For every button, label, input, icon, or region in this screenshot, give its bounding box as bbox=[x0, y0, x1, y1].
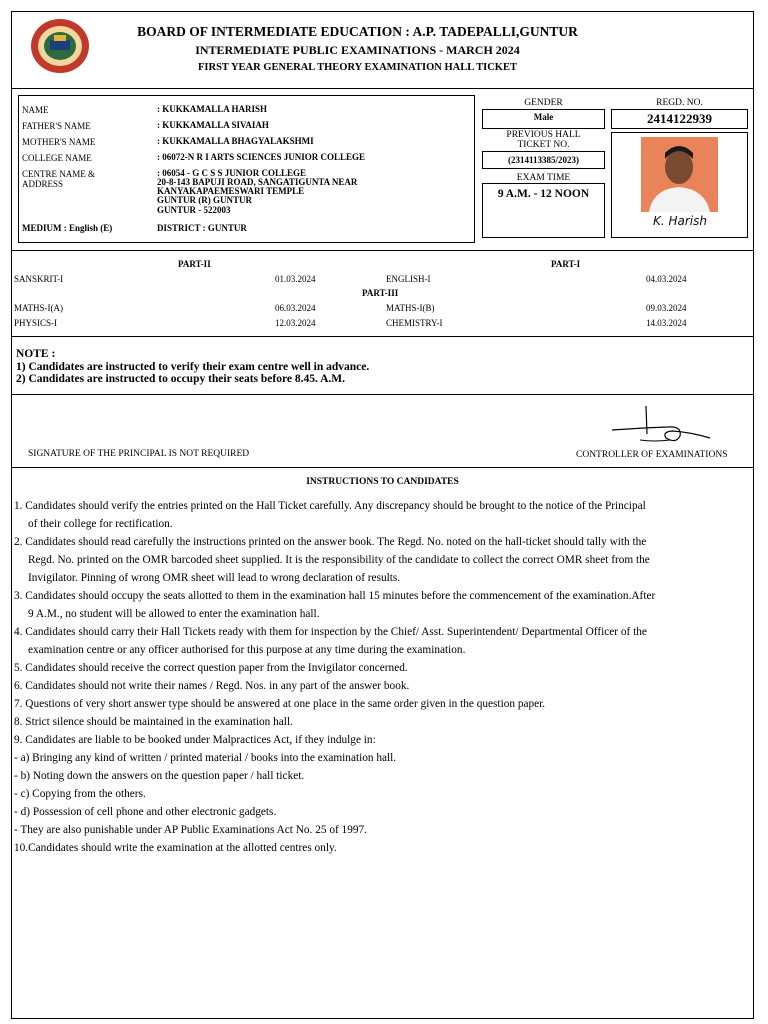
instruction-item: 1. Candidates should verify the entries printed on the Hall Ticket carefully. Any discrepancy should be brought to the notice of the Principal bbox=[14, 500, 646, 512]
part2-header: PART-II bbox=[178, 259, 211, 269]
instructions-title: INSTRUCTIONS TO CANDIDATES bbox=[306, 477, 459, 487]
gender-label: GENDER bbox=[524, 98, 563, 108]
divider bbox=[11, 88, 754, 89]
subject: ENGLISH-I bbox=[386, 274, 431, 284]
board-logo-icon bbox=[30, 18, 90, 74]
divider bbox=[11, 467, 754, 468]
board-title: BOARD OF INTERMEDIATE EDUCATION : A.P. TADEPALLI,GUNTUR bbox=[137, 24, 578, 39]
divider bbox=[11, 394, 754, 395]
regd-number: 2414122939 bbox=[647, 111, 712, 126]
exam-time: 9 A.M. - 12 NOON bbox=[497, 188, 590, 200]
centre-line-3: KANYAKAPAEMESWARI TEMPLE bbox=[157, 186, 305, 196]
instruction-item: 5. Candidates should receive the correct question paper from the Invigilator concerned. bbox=[14, 662, 408, 674]
instruction-item: 2. Candidates should read carefully the instructions printed on the answer book. The Regd. No. noted on the hall-ticket should tally with the bbox=[14, 536, 647, 548]
candidate-signature: K. Harish bbox=[653, 214, 707, 228]
instructions-list bbox=[14, 497, 754, 857]
mother-label: MOTHER'S NAME bbox=[22, 137, 96, 147]
instruction-item: 8. Strict silence should be maintained in the examination hall. bbox=[14, 716, 293, 728]
instruction-item: 9. Candidates are liable to be booked under Malpractices Act, if they indulge in: bbox=[14, 734, 376, 746]
college-label: COLLEGE NAME bbox=[22, 153, 92, 163]
controller-label: CONTROLLER OF EXAMINATIONS bbox=[576, 450, 728, 460]
subject: MATHS-I(B) bbox=[386, 303, 435, 313]
subject: SANSKRIT-I bbox=[14, 274, 64, 284]
exam-date: 01.03.2024 bbox=[275, 274, 316, 284]
time-label: EXAM TIME bbox=[516, 173, 571, 183]
note-line-2: 2) Candidates are instructed to occupy their seats before 8.45. A.M. bbox=[16, 373, 345, 385]
instruction-item: of their college for rectification. bbox=[28, 518, 173, 530]
divider bbox=[11, 250, 754, 251]
exam-date: 09.03.2024 bbox=[646, 303, 687, 313]
centre-line-5: GUNTUR - 522003 bbox=[157, 205, 231, 215]
address-label: ADDRESS bbox=[22, 179, 64, 189]
prev-ticket: (2314113385/2023) bbox=[508, 155, 579, 165]
principal-note: SIGNATURE OF THE PRINCIPAL IS NOT REQUIRED bbox=[28, 449, 250, 459]
candidate-name: : KUKKAMALLA HARISH bbox=[157, 104, 268, 114]
centre-line-1: : 06054 - G C S S JUNIOR COLLEGE bbox=[157, 168, 307, 178]
regd-label: REGD. NO. bbox=[656, 98, 703, 108]
instruction-item: 6. Candidates should not write their names / Regd. Nos. in any part of the answer book. bbox=[14, 680, 410, 692]
note-title: NOTE : bbox=[16, 348, 56, 360]
gender-value: Male bbox=[533, 112, 554, 122]
instruction-item: Regd. No. printed on the OMR barcoded sheet supplied. It is the responsibility of the candidate to collect the correct OMR sheet from the bbox=[28, 554, 650, 566]
exam-title: INTERMEDIATE PUBLIC EXAMINATIONS - MARCH 2024 bbox=[195, 43, 520, 57]
note-line-1: 1) Candidates are instructed to verify their exam centre well in advance. bbox=[16, 361, 370, 373]
divider bbox=[11, 336, 754, 337]
subject: CHEMISTRY-I bbox=[386, 318, 443, 328]
exam-date: 04.03.2024 bbox=[646, 274, 687, 284]
instruction-item: 9 A.M., no student will be allowed to enter the examination hall. bbox=[28, 608, 320, 620]
subject: PHYSICS-I bbox=[14, 318, 58, 328]
instruction-subitem: - a) Bringing any kind of written / printed material / books into the examination hall. bbox=[14, 752, 397, 764]
centre-label: CENTRE NAME & bbox=[22, 169, 95, 179]
father-name: : KUKKAMALLA SIVAIAH bbox=[157, 120, 269, 130]
instruction-subitem: - They are also punishable under AP Public Examinations Act No. 25 of 1997. bbox=[14, 824, 367, 836]
centre-line-4: GUNTUR (R) GUNTUR bbox=[157, 195, 252, 205]
college-name: : 06072-N R I ARTS SCIENCES JUNIOR COLLEGE bbox=[157, 152, 365, 162]
instruction-item: 7. Questions of very short answer type should be answered at one place in the same order given in the question paper. bbox=[14, 698, 546, 710]
name-label: NAME bbox=[22, 105, 49, 115]
part3-header: PART-III bbox=[362, 288, 399, 298]
district: DISTRICT : GUNTUR bbox=[157, 223, 247, 233]
medium: MEDIUM : English (E) bbox=[22, 223, 113, 233]
part1-header: PART-I bbox=[551, 259, 581, 269]
instruction-item: examination centre or any officer authorised for this purpose at any time during the examination. bbox=[28, 644, 466, 656]
exam-date: 06.03.2024 bbox=[275, 303, 316, 313]
father-label: FATHER'S NAME bbox=[22, 121, 91, 131]
centre-line-2: 20-8-143 BAPUJI ROAD, SANGATIGUNTA NEAR bbox=[157, 177, 358, 187]
instruction-item: 10.Candidates should write the examination at the allotted centres only. bbox=[14, 842, 337, 854]
prev-label-1: PREVIOUS HALL bbox=[506, 130, 581, 140]
candidate-photo bbox=[641, 137, 718, 212]
prev-label-2: TICKET NO. bbox=[517, 140, 570, 150]
exam-date: 12.03.2024 bbox=[275, 318, 316, 328]
subject: MATHS-I(A) bbox=[14, 303, 63, 313]
controller-signature-icon bbox=[610, 404, 720, 446]
mother-name: : KUKKAMALLA BHAGYALAKSHMI bbox=[157, 136, 314, 146]
instruction-item: 3. Candidates should occupy the seats allotted to them in the examination hall 15 minutes before the commencement of the examination.After bbox=[14, 590, 656, 602]
instruction-subitem: - b) Noting down the answers on the question paper / hall ticket. bbox=[14, 770, 305, 782]
instruction-subitem: - c) Copying from the others. bbox=[14, 788, 146, 800]
instruction-item: Invigilator. Pinning of wrong OMR sheet will lead to wrong declaration of results. bbox=[28, 572, 401, 584]
instruction-subitem: - d) Possession of cell phone and other electronic gadgets. bbox=[14, 806, 277, 818]
instruction-item: 4. Candidates should carry their Hall Tickets ready with them for inspection by the Chief/ Asst. Superintendent/ Departmental Officer of the bbox=[14, 626, 647, 638]
exam-date: 14.03.2024 bbox=[646, 318, 687, 328]
ticket-title: FIRST YEAR GENERAL THEORY EXAMINATION HALL TICKET bbox=[198, 62, 517, 73]
